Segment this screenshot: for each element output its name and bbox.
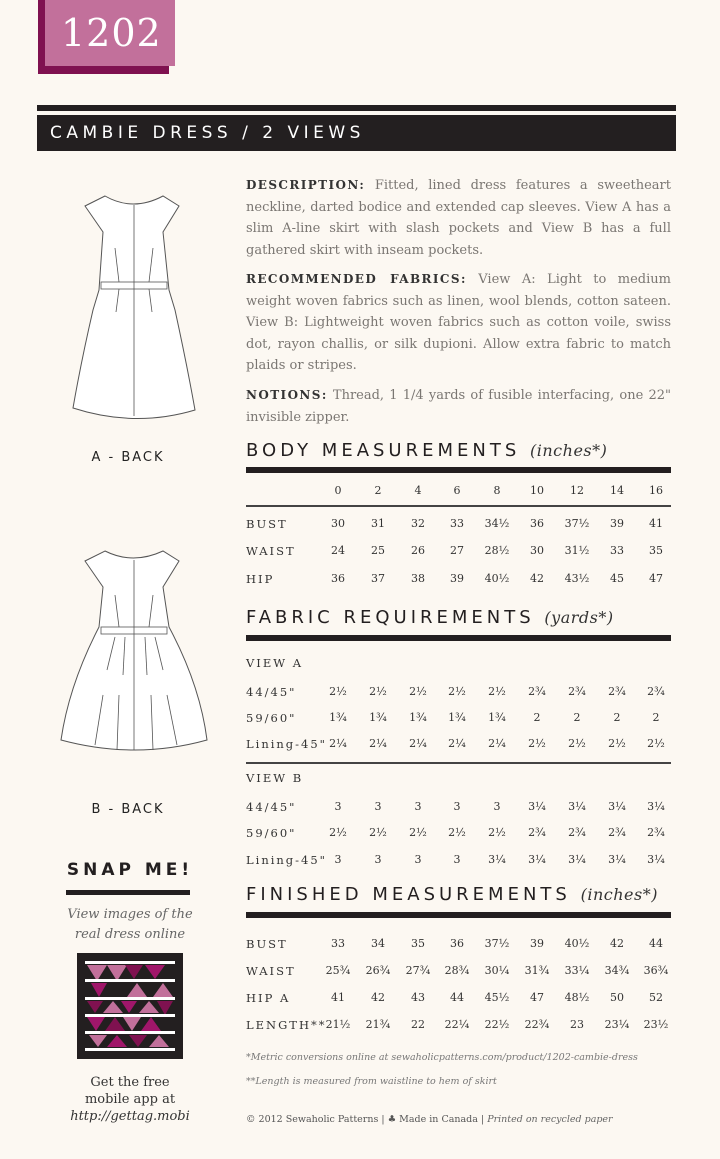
size-header-rule: [246, 505, 671, 507]
size-6: 6: [453, 484, 461, 497]
fabrics-label: RECOMMENDED FABRICS:: [246, 272, 467, 286]
header-rule: [37, 105, 676, 111]
size-12: 12: [570, 484, 584, 497]
maple-leaf-icon: ♣: [387, 1114, 397, 1125]
metric-footnote: *Metric conversions online at sewaholicpatterns.com/product/1202-cambie-dress: [246, 1052, 638, 1063]
finished-row-bust: BUST 33 34 35 36 37½ 39 40½ 42 44: [246, 937, 663, 951]
fabric-requirements-rule: [246, 635, 671, 641]
recommended-fabrics: [246, 269, 671, 377]
body-row-bust: BUST 30 31 32 33 34½ 36 37½ 39 41: [246, 517, 663, 531]
notions-text: Thread, 1 1/4 yards of fusible interfacing, one 22" invisible zipper.: [246, 388, 671, 425]
size-header-row: [246, 484, 671, 504]
view-a-row-44-45: 44/45" 2½ 2½ 2½ 2½ 2½ 2¾ 2¾ 2¾ 2¾: [246, 685, 665, 699]
view-b-heading: VIEW B: [246, 771, 304, 785]
view-b-row-lining: Lining-45" 3 3 3 3 3¼ 3¼ 3¼ 3¼ 3¼: [246, 853, 665, 867]
dress-view-b-illustration: [55, 545, 215, 755]
notions-label: NOTIONS:: [246, 388, 328, 402]
fabric-requirements-title: FABRIC REQUIREMENTS (yards*): [246, 607, 614, 628]
body-row-waist: WAIST 24 25 26 27 28½ 30 31½ 33 35: [246, 544, 663, 558]
body-measurements-rule: [246, 467, 671, 473]
app-url-link[interactable]: http://gettag.mobi: [70, 1109, 190, 1124]
body-measurements-title: BODY MEASUREMENTS (inches*): [246, 440, 608, 461]
size-16: 16: [649, 484, 663, 497]
snap-me-subtitle: View images of the real dress online: [67, 907, 193, 942]
finished-row-length: LENGTH** 21½ 21¾ 22 22¼ 22½ 22¾ 23 23¼ 23½: [246, 1018, 669, 1032]
separator: |: [480, 1114, 488, 1125]
recycled-paper-note: Printed on recycled paper: [487, 1114, 613, 1125]
view-a-heading: VIEW A: [246, 656, 304, 670]
length-footnote: **Length is measured from waistline to hem of skirt: [246, 1076, 497, 1087]
microsoft-tag-code[interactable]: [77, 953, 183, 1059]
separator: |: [381, 1114, 388, 1125]
made-in-canada: Made in Canada: [399, 1114, 478, 1125]
view-a-row-lining: Lining-45" 2¼ 2¼ 2¼ 2¼ 2¼ 2½ 2½ 2½ 2½: [246, 737, 665, 751]
dress-view-a-illustration: [55, 190, 215, 420]
size-4: 4: [414, 484, 422, 497]
view-a-row-59-60: 59/60" 1¾ 1¾ 1¾ 1¾ 1¾ 2 2 2 2: [246, 711, 660, 725]
finished-measurements-rule: [246, 912, 671, 918]
footer: [246, 1114, 613, 1125]
copyright-text: © 2012 Sewaholic Patterns: [246, 1114, 379, 1125]
size-8: 8: [493, 484, 501, 497]
description-label: DESCRIPTION:: [246, 178, 366, 192]
size-10: 10: [530, 484, 544, 497]
finished-measurements-title: FINISHED MEASUREMENTS (inches*): [246, 884, 658, 905]
size-2: 2: [374, 484, 382, 497]
fabrics-text: View A: Light to medium weight woven fabrics such as linen, wool blends, cotton sateen. View B: Lightweight woven fabrics such as cotton voile, swiss dot, rayon challis, or silk dupioni. Allow extra fabric to match plaids or stripes.: [246, 272, 671, 373]
view-divider-rule: [246, 762, 671, 764]
pattern-number-badge: 1202: [45, 0, 175, 66]
view-a-label: A - BACK: [91, 450, 165, 465]
description: [246, 175, 671, 261]
app-promo: Get the free mobile app at http://gettag.mobi: [55, 1074, 205, 1125]
finished-row-hip-a: HIP A 41 42 43 44 45½ 47 48½ 50 52: [246, 991, 663, 1005]
snap-me-rule: [66, 890, 190, 895]
view-b-label: B - BACK: [91, 802, 165, 817]
notions: [246, 385, 671, 428]
description-text: Fitted, lined dress features a sweetheart neckline, darted bodice and extended cap sleeves. View A has a slim A-line skirt with slash pockets and View B has a full gathered skirt with inseam pockets.: [246, 178, 671, 258]
view-b-row-44-45: 44/45" 3 3 3 3 3 3¼ 3¼ 3¼ 3¼: [246, 800, 665, 814]
view-b-row-59-60: 59/60" 2½ 2½ 2½ 2½ 2½ 2¾ 2¾ 2¾ 2¾: [246, 826, 665, 840]
pattern-title: CAMBIE DRESS / 2 VIEWS: [37, 115, 676, 151]
snap-me-title: SNAP ME!: [66, 860, 194, 880]
size-14: 14: [610, 484, 624, 497]
body-row-hip: HIP 36 37 38 39 40½ 42 43½ 45 47: [246, 572, 663, 586]
size-0: 0: [334, 484, 342, 497]
finished-row-waist: WAIST 25¾ 26¾ 27¾ 28¾ 30¼ 31¾ 33¼ 34¾ 36¾: [246, 964, 669, 978]
